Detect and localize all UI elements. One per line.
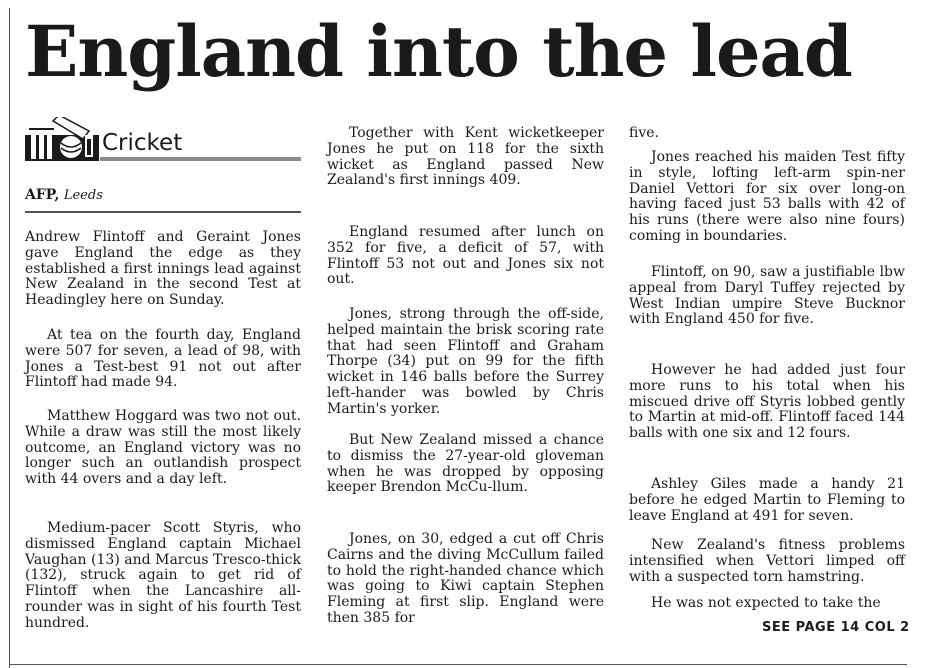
byline-agency: AFP, [25,187,60,203]
paragraph: Jones, on 30, edged a cut off Chris Cairns and the diving McCullum failed to hold the right-handed chance which was going to Kiwi captain Stephen Fleming at first slip. England were then 385 for [327,531,604,626]
cricket-ball-and-stumps-icon [25,117,99,161]
section-header [25,117,301,163]
byline-rule [25,211,301,213]
paragraph: Jones, strong through the off-side, helped maintain the brisk scoring rate that had seen Flintoff and Graham Thorpe (34) put on 99 for the fifth wicket in 146 balls before the Surrey left-hander was bowled by Chris Martin's yorker. [327,306,604,417]
page-bottom-rule [9,664,907,665]
continuation-jump-line: SEE PAGE 14 COL 2 [762,620,910,635]
paragraph: Jones reached his maiden Test fifty in style, lofting left-arm spin-ner Daniel Vettori for six over long-on having faced just 53 balls with 42 of his runs (there were also nine fours) coming in boundaries. [629,149,905,244]
paragraph: England resumed after lunch on 352 for five, a deficit of 57, with Flintoff 53 not out and Jones six not out. [327,224,604,288]
paragraph: Flintoff, on 90, saw a justifiable lbw appeal from Daryl Tuffey rejected by West Indian umpire Steve Bucknor with England 450 for five. [629,264,905,328]
paragraph: five. [629,125,659,141]
paragraph: Matthew Hoggard was two not out. While a draw was still the most likely outcome, an England victory was no longer such an outlandish prospect with 44 overs and a day left. [25,408,301,488]
paragraph: He was not expected to take the [651,595,881,611]
page-left-rule [9,8,10,668]
section-label: Cricket [102,130,183,156]
paragraph: Ashley Giles made a handy 21 before he edged Martin to Fleming to leave England at 491 for seven. [629,476,905,524]
byline-place: Leeds [63,188,103,203]
paragraph: But New Zealand missed a chance to dismiss the 27-year-old gloveman when he was dropped by opposing keeper Brendon McCu-llum. [327,432,604,496]
paragraph: New Zealand's fitness problems intensified when Vettori limped off with a suspected torn hamstring. [629,537,905,585]
paragraph: Andrew Flintoff and Geraint Jones gave England the edge as they established a first innings lead against New Zealand in the second Test at Headingley here on Sunday. [25,229,301,309]
paragraph: At tea on the fourth day, England were 507 for seven, a lead of 98, with Jones a Test-best 91 not out after Flintoff had made 94. [25,327,301,391]
section-underline [100,157,301,161]
byline [25,186,103,205]
paragraph: However he had added just four more runs to his total when his miscued drive off Styris lobbed gently to Martin at mid-off. Flintoff faced 144 balls with one six and 12 fours. [629,362,905,442]
headline: England into the lead [25,10,852,93]
paragraph: Medium-pacer Scott Styris, who dismissed England captain Michael Vaughan (13) and Marcus Tresco-thick (132), struck again to get rid of Flintoff when the Lancashire all-rounder was in sight of his fourth Test hundred. [25,520,301,631]
paragraph: Together with Kent wicketkeeper Jones he put on 118 for the sixth wicket as England passed New Zealand's first innings 409. [327,125,604,189]
